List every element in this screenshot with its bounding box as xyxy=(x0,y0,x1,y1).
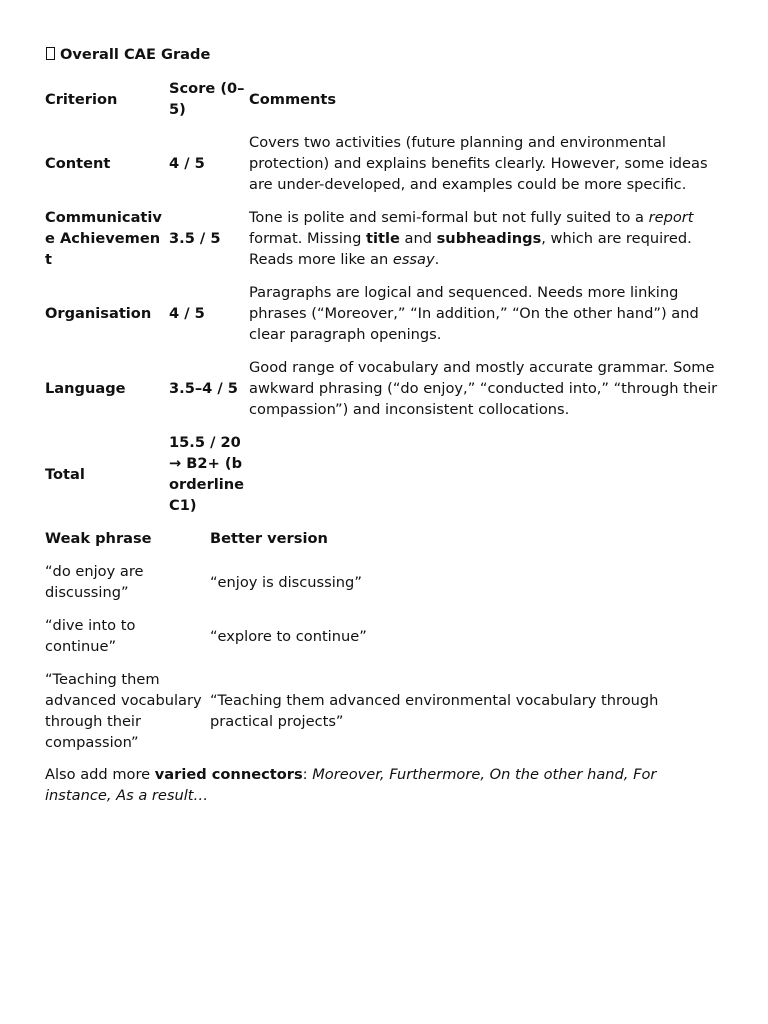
weak-phrase-cell: “Teaching them advanced vocabulary through their compassion” xyxy=(45,671,202,751)
table-row xyxy=(45,270,719,345)
comment-cell: Tone is polite and semi-formal but not fully suited to a report format. Missing title and subheadings, which are required. Reads more like an essay. xyxy=(249,209,694,268)
comment-cell: Good range of vocabulary and mostly accurate grammar. Some awkward phrasing (“do enjoy,” “conducted into,” “through their compassion”) and inconsistent collocations. xyxy=(249,359,718,418)
header-better-version: Better version xyxy=(210,530,328,547)
better-version-cell: “explore to continue” xyxy=(210,627,367,645)
table-row xyxy=(45,549,710,603)
weak-phrase-cell: “dive into to continue” xyxy=(45,617,136,655)
header-score: Score (0–5) xyxy=(169,80,245,118)
grade-table-header xyxy=(45,78,719,120)
phrase-table xyxy=(45,528,710,753)
emoji-placeholder-icon xyxy=(46,47,55,60)
table-row xyxy=(45,120,719,195)
weak-phrase-cell: “do enjoy are discussing” xyxy=(45,563,144,601)
comment-cell xyxy=(249,420,719,516)
document-page xyxy=(45,44,725,806)
phrase-table-header xyxy=(45,528,710,549)
table-row-total xyxy=(45,420,719,516)
better-version-cell: “Teaching them advanced environmental vocabulary through practical projects” xyxy=(210,692,659,730)
table-row xyxy=(45,603,710,657)
heading-title: Overall CAE Grade xyxy=(60,46,211,63)
criterion-cell: Language xyxy=(45,380,126,397)
criterion-cell: Total xyxy=(45,465,85,483)
header-criterion: Criterion xyxy=(45,90,118,108)
comment-cell: Covers two activities (future planning and environmental protection) and explains benefits clearly. However, some ideas are under-developed, and examples could be more specific. xyxy=(249,134,708,193)
table-row xyxy=(45,657,710,753)
comment-cell: Paragraphs are logical and sequenced. Needs more linking phrases (“Moreover,” “In addition,” “On the other hand”) and clear paragraph openings. xyxy=(249,284,699,343)
criterion-cell: Organisation xyxy=(45,305,152,322)
section-heading xyxy=(45,44,725,66)
score-cell: 15.5 / 20 → B2+ (borderline C1) xyxy=(169,434,245,514)
score-cell: 3.5–4 / 5 xyxy=(169,380,238,397)
score-cell: 4 / 5 xyxy=(169,305,205,322)
header-weak-phrase: Weak phrase xyxy=(45,530,152,547)
table-row xyxy=(45,195,719,270)
grade-table xyxy=(45,78,719,516)
connectors-note: Also add more varied connectors: Moreover, Furthermore, On the other hand, For instance, As a result… xyxy=(45,766,657,804)
better-version-cell: “enjoy is discussing” xyxy=(210,573,362,591)
score-cell: 4 / 5 xyxy=(169,155,205,172)
header-comments: Comments xyxy=(249,90,337,108)
table-row xyxy=(45,345,719,420)
criterion-cell: Content xyxy=(45,155,111,172)
score-cell: 3.5 / 5 xyxy=(169,230,221,247)
criterion-cell: Communicative Achievement xyxy=(45,209,162,268)
